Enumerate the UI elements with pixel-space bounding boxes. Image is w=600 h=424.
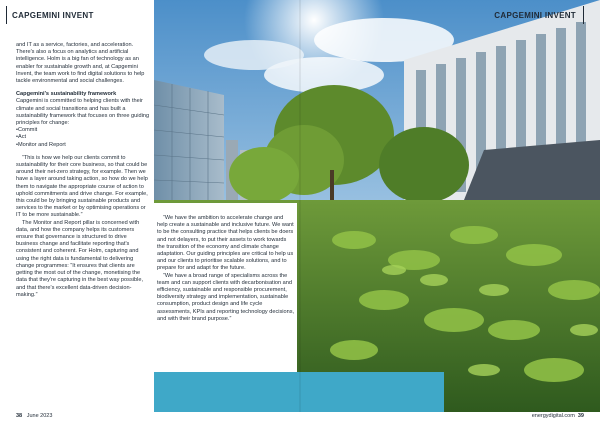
left-column [16, 42, 150, 299]
ambition-paragraph: “We have the ambition to accelerate change and help create a sustainable and inclusive future. We want to be the consulting practice that helps clients be doers and not delayers, to put their assets to work towards the transition of the economy and climate change adaptation. Our guiding principles are critical to help us and our clients to prioritise scalable solutions, and to prepare for and adapt for the future. [157, 215, 294, 272]
principle-item: • Commit [16, 127, 150, 134]
header-title-right: CAPGEMINI INVENT [494, 11, 576, 20]
framework-paragraph: Capgemini is committed to helping clients with their climate and social transitions and has built a sustainability framework that focuses on three guiding principles for change: [16, 98, 150, 127]
text-box [154, 203, 297, 372]
header-title-left: CAPGEMINI INVENT [12, 11, 94, 20]
principle-item: • Act [16, 134, 150, 141]
left-page [0, 0, 154, 424]
principle-item: • Monitor and Report [16, 142, 150, 149]
page-number-left: 38 [16, 413, 23, 419]
header-rule-left [6, 6, 7, 24]
header-rule-right [583, 6, 584, 24]
page-number-right: 39 [577, 413, 584, 419]
principles-list [16, 127, 150, 149]
framework-subheading: Capgemini's sustainability framework [16, 91, 117, 98]
website: energydigital.com [531, 413, 575, 419]
right-column [157, 215, 295, 323]
footer-left [16, 413, 52, 419]
specialisms-paragraph: “We have a broad range of specialisms across the team and can support clients with decarbonisation and efficiency, sustainable and responsible procurement, biodiversity strategy and implementation, sustainable consumption, product design and life cycle assessments, KPIs and reporting technology decisions, and with their brand purpose.” [157, 272, 295, 322]
monitor-paragraph: The Monitor and Report pillar is concerned with data, and how the company helps its customers ensure that governance is structured to drive business change and facilitate reporting that's consistent and coherent. For Holm, capturing and using the right data is fundamental to delivering change programmes: “It ensures that clients are getting the most out of the change, monetising the data that they're capturing in the best way possible, and that there's excellent data-driven decision-making.” [16, 219, 144, 298]
footer [0, 412, 600, 424]
intro-paragraph: and IT as a service, factories, and acceleration. There's also a focus on analytics and artificial intelligence. Holm is a big fan of technology as an enabler for sustainable growth and, at Capgemini Invent, the team work to find digital solutions to help tackle environmental and social challenges. [16, 42, 145, 85]
issue-date: June 2023 [26, 413, 53, 419]
page-gutter [299, 0, 301, 424]
quote-paragraph: “This is how we help our clients commit to sustainability for their core business, so that could be around their net-zero strategy, for example. Then we have a layer around taking action, so how do we help them to navigate the appropriate course of action to uphold commitments and drive change. For example, this could be by bringing sustainable products and services to the market or by optimising operations or IT to be more sustainable.” [16, 154, 148, 219]
footer-right [532, 413, 584, 419]
